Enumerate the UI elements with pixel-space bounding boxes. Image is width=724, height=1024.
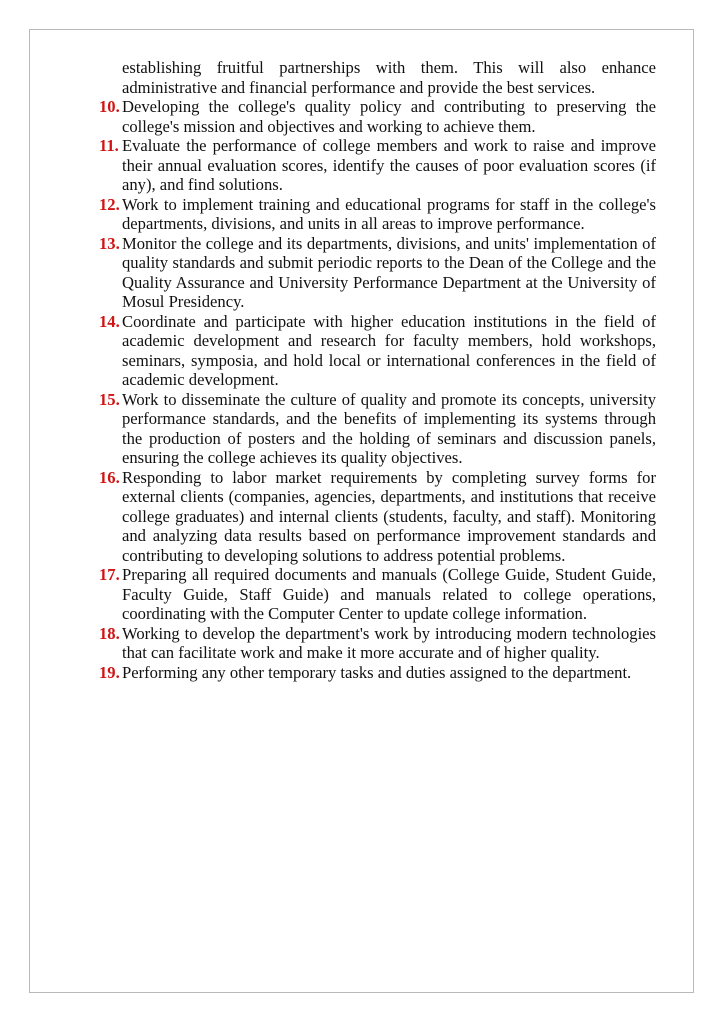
item-number: 12. <box>99 194 120 214</box>
list-item <box>99 136 656 195</box>
item-text: Work to implement training and educational programs for staff in the college's departments, divisions, and units in all areas to improve performance. <box>122 194 656 233</box>
item-text: Evaluate the performance of college members and work to raise and improve their annual evaluation scores, identify the causes of poor evaluation scores (if any), and find solutions. <box>122 136 656 194</box>
item-number: 11. <box>99 136 119 155</box>
item-number: 16. <box>99 467 120 487</box>
item-number: 14. <box>99 311 120 331</box>
item-text: Working to develop the department's work by introducing modern technologies that can facilitate work and make it more accurate and of higher quality. <box>122 623 656 662</box>
item-text: Responding to labor market requirements by completing survey forms for external clients (companies, agencies, departments, and institutions that receive college graduates) and internal clients (students, faculty, and staff). Monitoring and analyzing data results based on performance improvement standards and contributing to developing solutions to address potential problems. <box>122 467 656 565</box>
list-item <box>99 312 656 390</box>
item-number: 19. <box>99 662 120 682</box>
list-item <box>99 624 656 663</box>
list-item <box>99 663 656 683</box>
list-item <box>99 565 656 624</box>
item-number: 15. <box>99 389 120 409</box>
item-text: Work to disseminate the culture of quality and promote its concepts, university performance standards, and the benefits of implementing its systems through the production of posters and the holding of seminars and discussion panels, ensuring the college achieves its quality objectives. <box>122 389 656 467</box>
item-number: 10. <box>99 97 120 116</box>
document-body <box>99 58 656 682</box>
item-text: Preparing all required documents and manuals (College Guide, Student Guide, Faculty Guide, Staff Guide) and manuals related to college operations, coordinating with the Computer Center to update college information. <box>122 565 656 623</box>
item-text: Monitor the college and its departments, divisions, and units' implementation of quality standards and submit periodic reports to the Dean of the College and the Quality Assurance and University Performance Department at the University of Mosul Presidency. <box>122 233 656 311</box>
list-item <box>99 390 656 468</box>
item-text: Performing any other temporary tasks and duties assigned to the department. <box>122 662 632 682</box>
item-number: 17. <box>99 565 120 584</box>
list-item <box>99 195 656 234</box>
continuation-paragraph: establishing fruitful partnerships with them. This will also enhance administrative and financial performance and provide the best services. <box>122 58 656 97</box>
item-number: 13. <box>99 233 120 253</box>
list-item <box>99 468 656 566</box>
item-text: Coordinate and participate with higher education institutions in the field of academic development and research for faculty members, hold workshops, seminars, symposia, and hold local or international conferences in the field of academic development. <box>122 311 656 389</box>
list-item <box>99 97 656 136</box>
list-item <box>99 234 656 312</box>
item-number: 18. <box>99 623 120 643</box>
item-text: Developing the college's quality policy and contributing to preserving the college's mission and objectives and working to achieve them. <box>122 97 656 136</box>
